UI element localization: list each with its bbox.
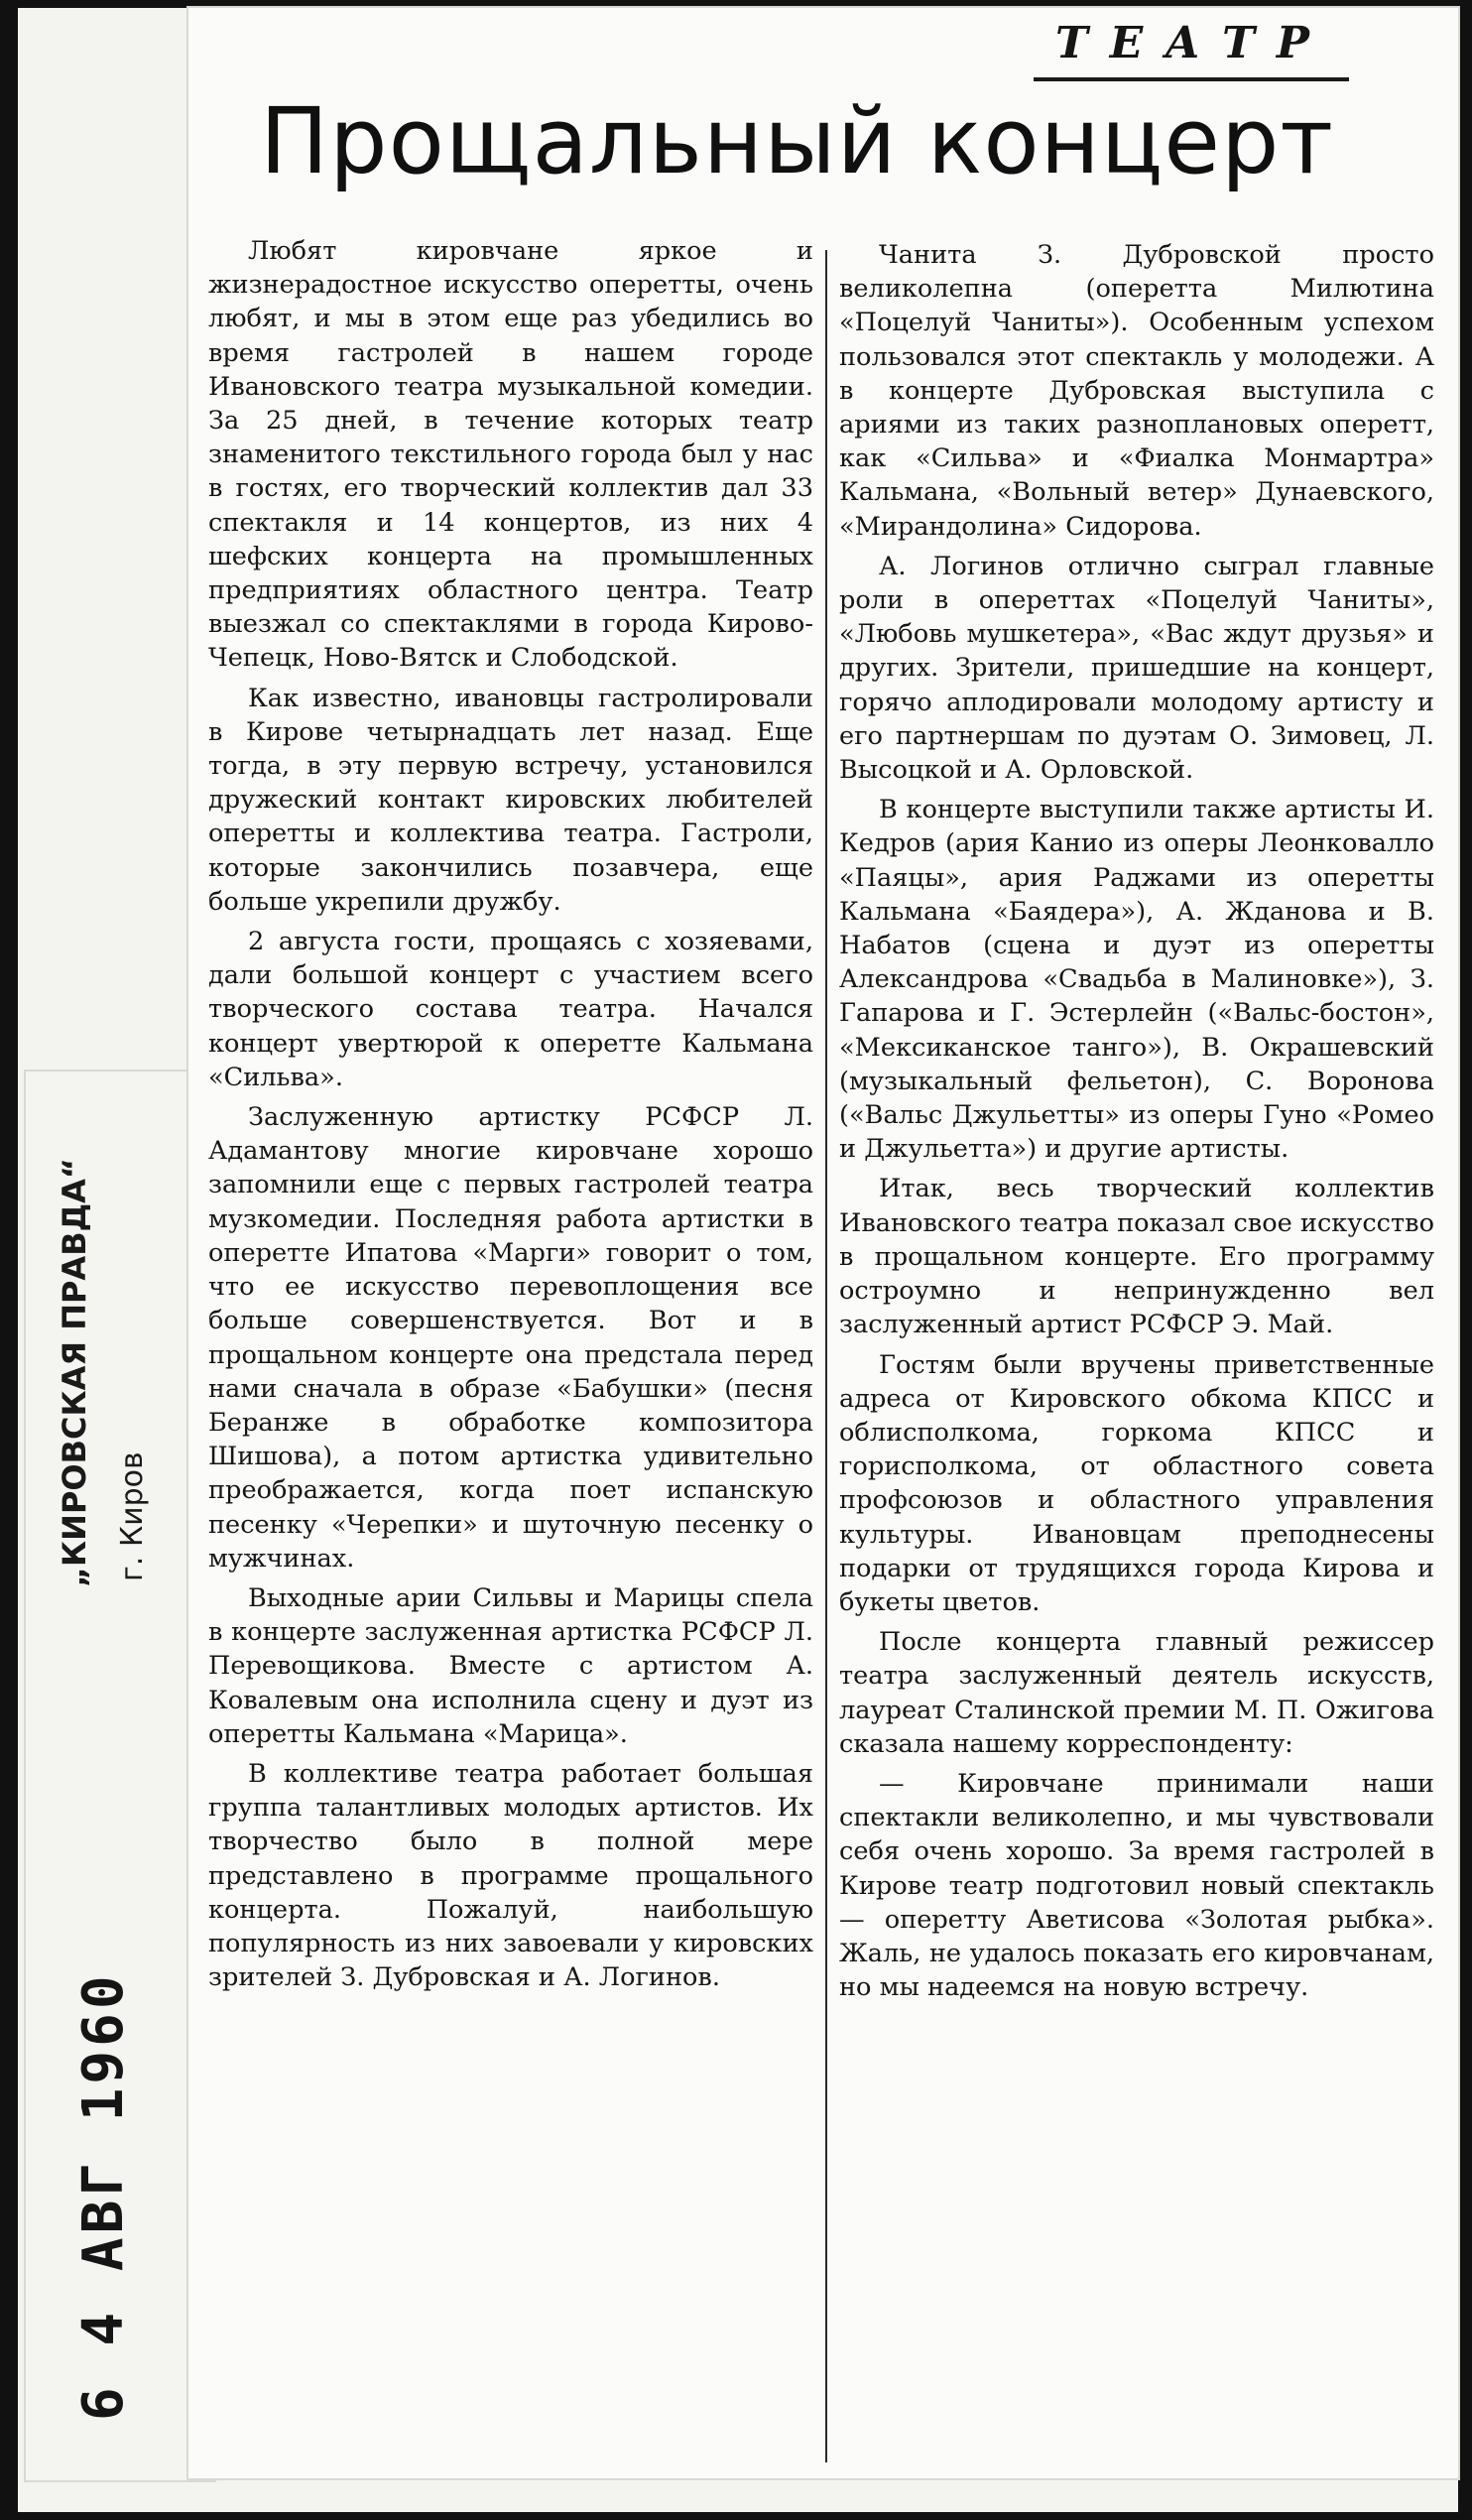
article-headline: Прощальный концерт [260,88,1334,194]
source-label [20,1158,179,1587]
paragraph: Заслуженную артистку РСФСР Л. Адамантову многие кировчане хорошо запомнили еще с первых гастролей театра музкомедии. Последняя работа артистки в оперетте Ипатова «Марги» говорит о том, что ее искусство перевоплощения все больше совершенствуется. Вот и в прощальном концерте она предстала перед нами сначала в образе «Бабушки» (песня Беранже в обработке композитора Шишова), а потом артистка удивительно преображается, когда поет испанскую песенку «Черепки» и шуточную песенку о мужчинах. [208,1102,813,1574]
paragraph: После концерта главный режиссер театра заслуженный деятель искусств, лауреат Сталинской премии М. П. Ожигова сказала нашему корреспонденту: [839,1627,1434,1759]
paragraph: Выходные арии Сильвы и Марицы спела в концерте заслуженная артистка РСФСР Л. Перевощикова. Вместе с артистом А. Ковалевым она исполнила сцену и дуэт из оперетты Кальмана «Марица». [208,1582,813,1749]
paragraph: А. Логинов отлично сыграл главные роли в опереттах «Поцелуй Чаниты», «Любовь мушкетера», «Вас ждут друзья» и других. Зрители, пришедшие на концерт, горячо аплодировали молодому артисту и его партнершам по дуэтам О. Зимовец, Л. Высоцкой и А. Орловской. [839,551,1434,786]
paragraph: 2 августа гости, прощаясь с хозяевами, дали большой концерт с участием всего творческого состава театра. Начался концерт увертюрой к оперетте Кальмана «Сильва». [208,927,813,1092]
paragraph: Как известно, ивановцы гастролировали в Кирове четырнадцать лет назад. Еще тогда, в эту первую встречу, установился дружеский контакт кировских любителей оперетты и коллектива театра. Гастроли, которые закончились позавчера, еще больше укрепили дружбу. [208,683,813,917]
column-divider [825,250,827,2462]
section-rubric: ТЕАТР [1055,18,1331,68]
paragraph: В концерте выступили также артисты И. Кедров (ария Канио из оперы Леонковалло «Паяцы», ария Раджами из оперетты Кальмана «Баядера»), А. Жданова и В. Набатов (сцена и дуэт из оперетты Александрова «Свадьба в Малиновке»), З. Гапарова и Г. Эстерлейн («Вальс-бостон», «Мексиканское танго»), В. Окрашевский (музыкальный фельетон), С. Воронова («Вальс Джульетты» из оперы Гуно «Ромео и Джульетта») и другие артисты. [839,795,1434,1165]
article-column-right [839,238,1434,2010]
newspaper-name: „КИРОВСКАЯ ПРАВДА“ [56,1158,93,1587]
newspaper-city: г. Киров [115,1451,150,1581]
paragraph-continued: Чанита З. Дубровской просто великолепна (оперетта Милютина «Поцелуй Чаниты»). Особенным успехом пользовался этот спектакль у молодежи. А в концерте Дубровская выступила с ариями из таких разноплановых оперетт, как «Сильва» и «Фиалка Монмартра» Кальмана, «Вольный ветер» Дунаевского, «Мирандолина» Сидорова. [839,240,1434,542]
paragraph: Итак, весь творческий коллектив Ивановского театра показал свое искусство в прощальном концерте. Его программу остроумно и непринужденно вел заслуженный артист РСФСР Э. Май. [839,1174,1434,1340]
date-stamp: 6 4 АВГ 1960 [71,1971,136,2421]
paragraph: Любят кировчане яркое и жизнерадостное искусство оперетты, очень любят, и мы в этом еще раз убедились во время гастролей в нашем городе Ивановского театра музыкальной комедии. За 25 дней, в течение которых театр знаменитого текстильного города был у нас в гостях, его творческий коллектив дал 33 спектакля и 14 концертов, из них 4 шефских концерта на промышленных предприятиях областного центра. Театр выезжал со спектаклями в города Кирово-Чепецк, Ново-Вятск и Слободской. [208,236,813,674]
paragraph: — Кировчане принимали наши спектакли великолепно, и мы чувствовали себя очень хорошо. За время гастролей в Кирове театр подготовил новый спектакль — оперетту Аветисова «Золотая рыбка». Жаль, не удалось показать его кировчанам, но мы надеемся на новую встречу. [839,1768,1434,2003]
paragraph: В коллективе театра работает большая группа талантливых молодых артистов. Их творчество было в полной мере представлено в программе прощального концерта. Пожалуй, наибольшую популярность из них завоевали у кировских зрителей З. Дубровская и А. Логинов. [208,1758,813,1993]
article-column-left [208,234,813,2000]
date-stamp-box [60,1971,149,2421]
paragraph: Гостям были вручены приветственные адреса от Кировского обкома КПСС и облисполкома, горкома КПСС и горисполкома, от областного совета профсоюзов и областного управления культуры. Ивановцам преподнесены подарки от трудящихся города Кирова и букеты цветов. [839,1349,1434,1617]
